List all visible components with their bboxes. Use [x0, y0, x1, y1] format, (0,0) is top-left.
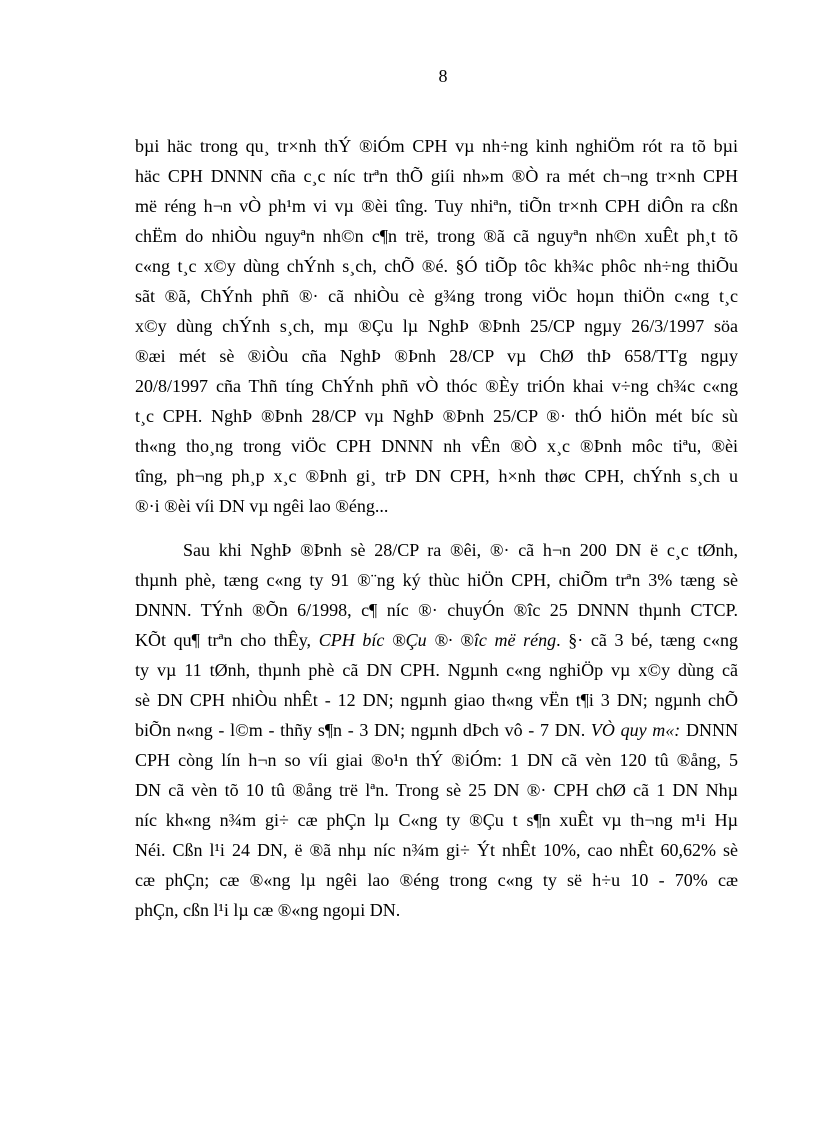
- body-text: [135, 131, 738, 925]
- text-line: ®·i ®èi víi DN vµ ngêi lao ®éng...: [135, 496, 389, 516]
- text-line: tîng, ph¬ng ph¸p x¸c ®Þnh gi¸ trÞ DN CPH, h×nh thøc CPH, chÝnh s¸ch u: [135, 466, 738, 486]
- text-span: Sau khi NghÞ ®Þnh sè 28/CP ra ®êi, ®· cã h¬n 200 DN ë c¸c tØnh,: [183, 540, 738, 560]
- text-span: DNNN. TÝnh ®Õn 6/1998, c¶ níc ®· chuyÓn ®îc 25 DNNN thµnh CTCP.: [135, 600, 738, 620]
- text-line: x©y dùng chÝnh s¸ch, mµ ®Çu lµ NghÞ ®Þnh 25/CP ngµy 26/3/1997 söa: [135, 316, 738, 336]
- text-line: [135, 865, 738, 895]
- text-span: ty vµ 11 tØnh, thµnh phè cã DN CPH. Ngµnh c«ng nghiÖp vµ x©y dùng cã: [135, 660, 738, 680]
- text-line: më réng h¬n vÒ ph¹m vi vµ ®èi tîng. Tuy nhiªn, tiÕn tr×nh CPH diÔn ra cßn: [135, 196, 738, 216]
- text-line: [135, 535, 738, 565]
- text-line: t¸c CPH. NghÞ ®Þnh 28/CP vµ NghÞ ®Þnh 25/CP ®· thÓ hiÖn mét bíc sù: [135, 406, 738, 426]
- text-span: KÕt qu¶ trªn cho thÊy,: [135, 630, 319, 650]
- text-line: [135, 595, 738, 625]
- text-line: [135, 805, 738, 835]
- text-span: phÇn, cßn l¹i lµ cæ ®«ng ngoµi DN.: [135, 900, 401, 920]
- text-line: 20/8/1997 cña Thñ tíng ChÝnh phñ vÒ thóc ®Èy triÓn khai v÷ng ch¾c c«ng: [135, 376, 738, 396]
- text-span: cæ phÇn; cæ ®«ng lµ ngêi lao ®éng trong c«ng ty së h÷u 10 - 70% cæ: [135, 870, 738, 890]
- text-line: [135, 655, 738, 685]
- text-line: [135, 625, 738, 655]
- text-line: [135, 775, 738, 805]
- text-line: th«ng tho¸ng trong viÖc CPH DNNN nh vÊn ®Ò x¸c ®Þnh môc tiªu, ®èi: [135, 436, 738, 456]
- text-line: häc CPH DNNN cña c¸c níc trªn thÕ giíi nh»m ®Ò ra mét ch¬ng tr×nh CPH: [135, 166, 738, 186]
- emphasis-text: VÒ quy m«:: [590, 720, 681, 740]
- text-span: Néi. Cßn l¹i 24 DN, ë ®ã nhµ níc n¾m gi÷ Ýt nhÊt 10%, cao nhÊt 60,62% sè: [135, 840, 738, 860]
- emphasis-text: CPH bíc ®Çu ®· ®îc më réng: [318, 630, 557, 650]
- text-span: níc kh«ng n¾m gi÷ cæ phÇn lµ C«ng ty ®Çu t s¶n xuÊt vµ th¬ng m¹i Hµ: [135, 810, 738, 830]
- text-span: sè DN CPH nhiÒu nhÊt - 12 DN; ngµnh giao th«ng vËn t¶i 3 DN; ngµnh chÕ: [135, 690, 738, 710]
- text-line: [135, 835, 738, 865]
- text-line: [135, 685, 738, 715]
- paragraph-1: [135, 131, 738, 521]
- text-line: [135, 715, 738, 745]
- text-line: bµi häc trong qu¸ tr×nh thÝ ®iÓm CPH vµ nh÷ng kinh nghiÖm rót ra tõ bµi: [135, 136, 738, 156]
- text-span: DN cã vèn tõ 10 tû ®ång trë lªn. Trong sè 25 DN ®· CPH chØ cã 1 DN Nhµ: [135, 780, 738, 800]
- text-span: CPH còng lín h¬n so víi giai ®o¹n thÝ ®iÓm: 1 DN cã vèn 120 tû ®ång, 5: [135, 750, 738, 770]
- page-number: 8: [438, 66, 448, 86]
- paragraph-2: [135, 535, 738, 925]
- text-line: [135, 745, 738, 775]
- text-span: DNNN: [680, 720, 738, 740]
- text-line: chËm do nhiÒu nguyªn nh©n c¶n trë, trong ®ã cã nguyªn nh©n xuÊt ph¸t tõ: [135, 226, 738, 246]
- text-line: ®æi mét sè ®iÒu cña NghÞ ®Þnh 28/CP vµ ChØ thÞ 658/TTg ngµy: [135, 346, 738, 366]
- text-span: thµnh phè, tæng c«ng ty 91 ®¨ng ký thùc hiÖn CPH, chiÕm trªn 3% tæng sè: [135, 570, 738, 590]
- text-line: c«ng t¸c x©y dùng chÝnh s¸ch, chÕ ®é. §Ó tiÕp tôc kh¾c phôc nh÷ng thiÕu: [135, 256, 738, 276]
- text-line: sãt ®ã, ChÝnh phñ ®· cã nhiÒu cè g¾ng trong viÖc hoµn thiÖn c«ng t¸c: [135, 286, 738, 306]
- text-line: [135, 565, 738, 595]
- text-span: biÕn n«ng - l©m - thñy s¶n - 3 DN; ngµnh dÞch vô - 7 DN.: [135, 720, 591, 740]
- text-line: [135, 895, 738, 925]
- text-span: . §· cã 3 bé, tæng c«ng: [556, 630, 738, 650]
